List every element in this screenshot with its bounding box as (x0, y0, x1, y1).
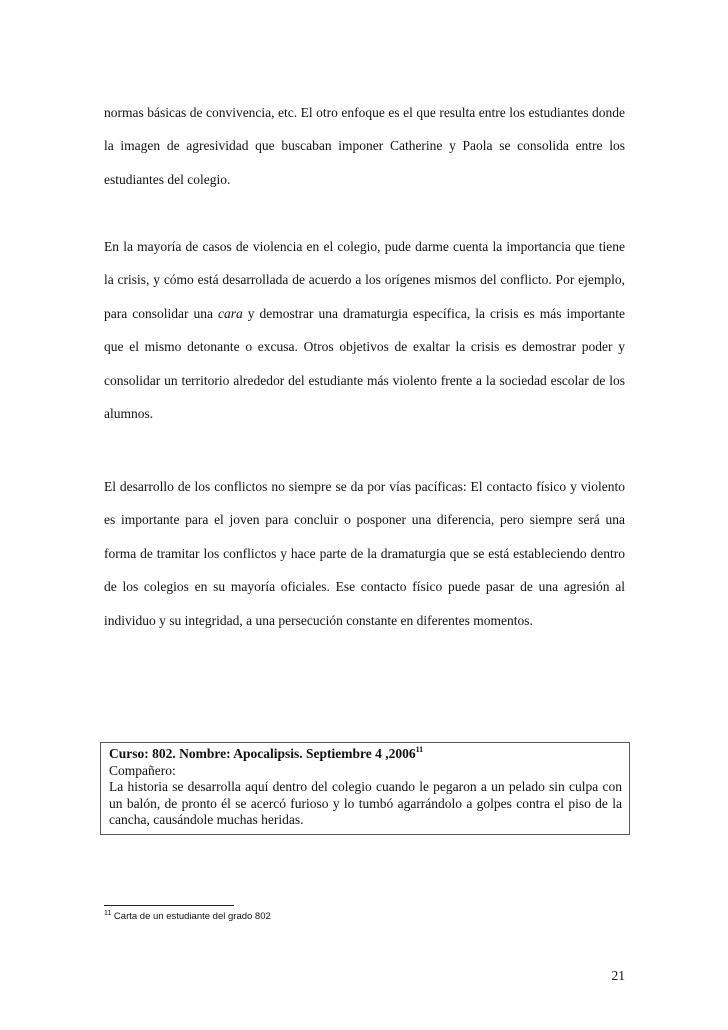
body-paragraph-2 (104, 230, 625, 430)
footnote-text: Carta de un estudiante del grado 802 (111, 911, 271, 922)
italic-term-cara: cara (217, 305, 243, 321)
letter-body: La historia se desarrolla aquí dentro del colegio cuando le pegaron a un pelado sin culpa con un balón, de pronto él se acercó furioso y lo tumbó agarrándolo a golpes contra el piso de la cancha, causándole muchas heridas. (109, 779, 622, 827)
student-letter-box (100, 742, 630, 835)
paragraph-2-text-end: y demostrar una dramaturgia específica, la crisis es más importante que el mismo detonante o excusa. Otros objetivos de exaltar la crisis es demostrar poder y consolidar un territorio alrededor del estudiante más violento frente a la sociedad escolar de los alumnos. (104, 305, 625, 422)
body-paragraph-1: normas básicas de convivencia, etc. El otro enfoque es el que resulta entre los estudiantes donde la imagen de agresividad que buscaban imponer Catherine y Paola se consolida entre los estudiantes del colegio. (104, 105, 625, 187)
footnote-separator (104, 905, 234, 906)
paragraph-2-text-start: En la mayoría de casos de violencia en el colegio, pude darme cuenta la importancia que tiene la crisis, y cómo está desarrollada de acuerdo a los orígenes mismos del conflicto. Por ejemplo, para consolidar una (104, 239, 625, 321)
letter-heading (109, 746, 622, 763)
letter-heading-text: Curso: 802. Nombre: Apocalipsis. Septiembre 4 ,2006 (109, 746, 416, 761)
body-paragraph-3: El desarrollo de los conflictos no siempre se da por vías pacíficas: El contacto físico y violento es importante para el joven para concluir o posponer una diferencia, pero siempre será una forma de tramitar los conflictos y hace parte de la dramaturgia que se está estableciendo dentro de los colegios en su mayoría oficiales. Ese contacto físico puede pasar de una agresión al individuo y su integridad, a una persecución constante en diferentes momentos. (104, 479, 625, 628)
footnote (104, 911, 271, 923)
letter-salutation: Compañero: (109, 762, 176, 778)
page-number: 21 (611, 968, 625, 983)
footnote-number: 11 (104, 910, 112, 917)
footnote-reference: 11 (415, 745, 424, 754)
